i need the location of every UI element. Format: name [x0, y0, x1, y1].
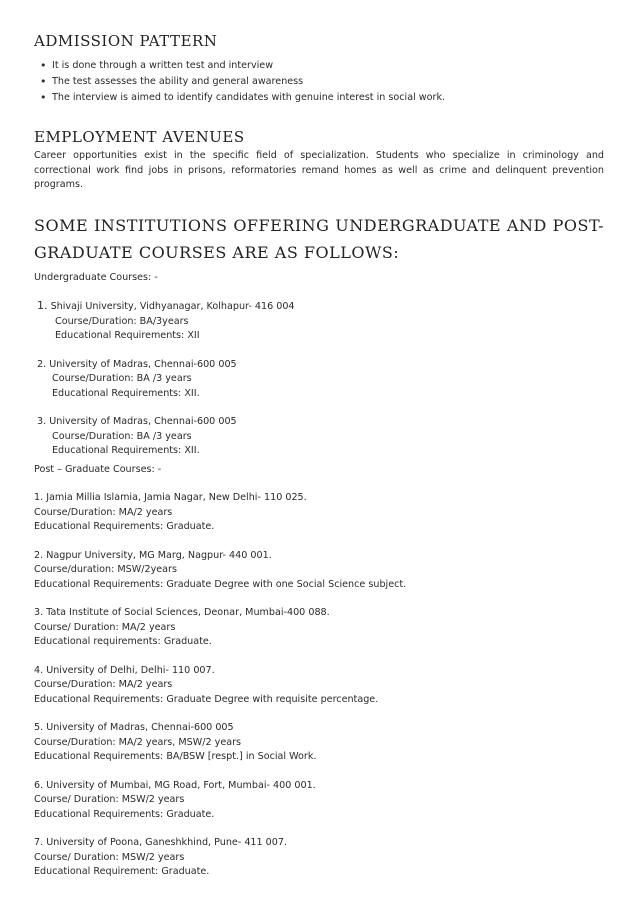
pg-item-4	[34, 664, 604, 708]
ug-item-1	[37, 299, 604, 344]
pg-title: Post – Graduate Courses: -	[34, 463, 162, 475]
pg-item-course: Course/Duration: MA/2 years, MSW/2 years	[34, 736, 242, 748]
ug-item-name: University of Madras, Chennai-600 005	[49, 416, 237, 427]
employment-paragraph: Career opportunities exist in the specific field of specialization. Students who specialize in criminology and correctional work find jobs in prisons, reformatories remand homes as well as crime and delinquent prevention programs.	[34, 150, 604, 190]
ug-item-name: University of Madras, Chennai-600 005	[49, 358, 237, 370]
admission-list	[34, 58, 604, 106]
ug-item-course: Course/Duration: BA/3years	[55, 315, 189, 327]
pg-item-course: Course/Duration: MA/2 years	[34, 506, 173, 518]
ug-item-3	[37, 415, 604, 459]
pg-item-name: 7. University of Poona, Ganeshkhind, Pune- 411 007.	[34, 837, 288, 848]
employment-heading: EMPLOYMENT AVENUES	[34, 128, 245, 146]
pg-item-requirements: Educational Requirements: Graduate Degree with requisite percentage.	[34, 693, 379, 705]
ug-item-2	[37, 358, 604, 402]
pg-item-name: 2. Nagpur University, MG Marg, Nagpur- 440 001.	[34, 549, 272, 561]
document-page	[34, 30, 604, 880]
ug-item-number: 1.	[37, 299, 48, 312]
pg-item-6	[34, 779, 604, 823]
pg-item-course: Course/Duration: MA/2 years	[34, 679, 173, 690]
pg-item-requirements: Educational Requirement: Graduate.	[34, 866, 210, 877]
ug-item-name: Shivaji University, Vidhyanagar, Kolhapur- 416 004	[50, 301, 295, 312]
pg-item-course: Course/ Duration: MSW/2 years	[34, 794, 185, 805]
pg-item-course: Course/ Duration: MSW/2 years	[34, 851, 185, 863]
ug-item-requirements: Educational Requirements: XII.	[52, 387, 200, 399]
pg-item-requirements: Educational Requirements: Graduate.	[34, 521, 215, 532]
pg-item-name: 4. University of Delhi, Delhi- 110 007.	[34, 664, 215, 676]
list-item: • It is done through a written test and interview	[52, 58, 604, 74]
ug-item-number: 3.	[37, 416, 47, 427]
pg-item-1	[34, 491, 604, 535]
admission-heading: ADMISSION PATTERN	[34, 32, 218, 50]
pg-item-2	[34, 549, 604, 593]
list-item: • The test assesses the ability and general awareness	[52, 74, 604, 90]
institutions-heading: SOME INSTITUTIONS OFFERING UNDERGRADUATE AND POST-GRADUATE COURSES ARE AS FOLLOWS:	[34, 215, 604, 262]
ug-item-requirements: Educational Requirements: XII.	[52, 445, 200, 456]
list-item: • The interview is aimed to identify candidates with genuine interest in social work.	[52, 90, 604, 106]
ug-item-course: Course/Duration: BA /3 years	[52, 373, 192, 384]
ug-item-number: 2.	[37, 358, 47, 370]
pg-item-requirements: Educational Requirements: Graduate.	[34, 808, 215, 820]
ug-item-course: Course/Duration: BA /3 years	[52, 430, 192, 442]
ug-title: Undergraduate Courses: -	[34, 271, 158, 283]
pg-item-3	[34, 606, 604, 650]
pg-item-requirements: Educational Requirements: Graduate Degree with one Social Science subject.	[34, 578, 407, 590]
pg-item-name: 5. University of Madras, Chennai-600 005	[34, 722, 234, 733]
pg-item-course: Course/duration: MSW/2years	[34, 564, 177, 575]
pg-item-7	[34, 836, 604, 880]
pg-item-requirements: Educational Requirements: BA/BSW [respt.] in Social Work.	[34, 751, 317, 762]
pg-item-5	[34, 721, 604, 765]
pg-item-name: 1. Jamia Millia Islamia, Jamia Nagar, New Delhi- 110 025.	[34, 492, 307, 503]
pg-item-name: 6. University of Mumbai, MG Road, Fort, Mumbai- 400 001.	[34, 779, 316, 791]
pg-item-name: 3. Tata Institute of Social Sciences, Deonar, Mumbai-400 088.	[34, 607, 330, 618]
pg-item-requirements: Educational requirements: Graduate.	[34, 636, 212, 647]
pg-item-course: Course/ Duration: MA/2 years	[34, 621, 176, 633]
ug-item-requirements: Educational Requirements: XII	[55, 330, 200, 341]
